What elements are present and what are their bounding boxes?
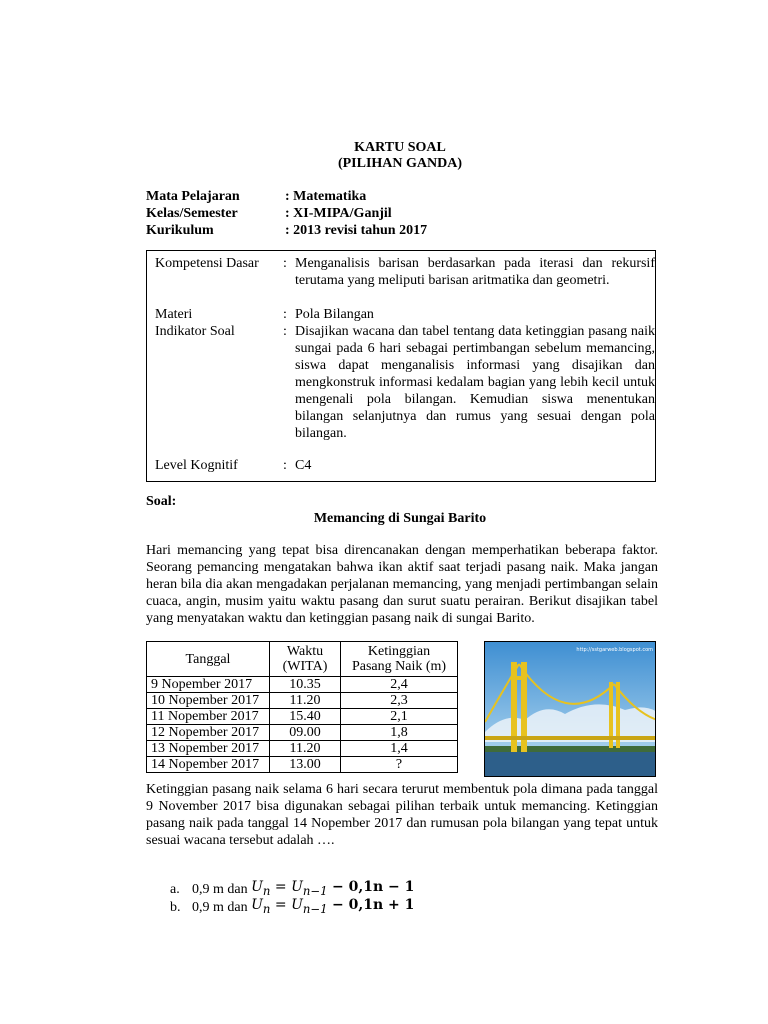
meta-value: : XI-MIPA/Ganjil	[285, 206, 392, 221]
info-colon: :	[283, 256, 287, 271]
cell-tinggi: ?	[341, 757, 458, 773]
cell-waktu: 11.20	[270, 693, 341, 709]
meta-value: : Matematika	[285, 189, 367, 204]
header-tinggi-line2: Pasang Naik (m)	[351, 659, 447, 674]
page-title: KARTU SOAL	[354, 140, 446, 155]
meta-row-kelas	[146, 205, 427, 222]
option-a[interactable]	[170, 880, 414, 898]
answer-options	[170, 880, 414, 916]
paragraph-intro: Hari memancing yang tepat bisa direncanakan dengan memperhatikan beberapa faktor. Seorang pemancing mengatakan bahwa ikan aktif saat terjadi pasang naik. Maka jangan heran bila dia akan mengadakan perjalanan memancing, yang menjadi pertimbangan selain cuaca, angin, musim yaitu waktu pasang dan surut suatu perairan. Berikut disajikan tabel yang menyatakan waktu dan ketinggian pasang naik di sungai Barito.	[146, 543, 658, 626]
soal-title: Memancing di Sungai Barito	[313, 511, 487, 526]
cell-tinggi: 2,3	[341, 693, 458, 709]
table-header-row	[147, 642, 458, 677]
cell-tanggal: 12 Nopember 2017	[147, 725, 270, 741]
info-label: Indikator Soal	[155, 324, 235, 339]
table-row	[147, 709, 458, 725]
info-row-kompetensi	[155, 255, 655, 289]
meta-block	[146, 188, 427, 239]
photo-watermark: http://sstgarweb.blogspot.com	[576, 647, 653, 653]
tide-table	[146, 641, 458, 773]
option-formula: $U_n = U_{n-1} - 0,1n + 1$	[251, 896, 415, 916]
option-letter: b.	[170, 899, 181, 915]
option-formula-tail: − 0,1n + 1	[332, 896, 415, 913]
info-value: Disajikan wacana dan tabel tentang data ketinggian pasang naik sungai pada 6 hari sebagai pertimbangan sebelum memancing, siswa dapat menganalisis informasi yang disajikan dan mengkonstruk informasi kedalam bagian yang lebih kecil untuk mengenali pola bilangan. Kemudian siswa menentukan bilangan selanjutnya dan rumus yang sesuai dengan pola bilangan.	[295, 324, 655, 441]
page-subtitle: (PILIHAN GANDA)	[337, 156, 463, 171]
table-row	[147, 693, 458, 709]
option-prefix: 0,9 m dan	[192, 881, 248, 897]
info-label: Materi	[155, 307, 193, 322]
option-formula-tail: − 0,1n − 1	[332, 878, 415, 895]
bridge-deck	[485, 736, 656, 740]
meta-label: Kurikulum	[146, 223, 214, 238]
meta-row-kurikulum	[146, 222, 427, 239]
cell-tinggi: 1,4	[341, 741, 458, 757]
info-label: Kompetensi Dasar	[155, 256, 259, 271]
cell-waktu: 15.40	[270, 709, 341, 725]
cell-tinggi: 2,4	[341, 677, 458, 693]
cell-tanggal: 11 Nopember 2017	[147, 709, 270, 725]
table-row	[147, 741, 458, 757]
option-prefix: 0,9 m dan	[192, 899, 248, 915]
meta-label: Kelas/Semester	[146, 206, 238, 221]
info-row-materi	[155, 306, 655, 323]
header-waktu-line2: (WITA)	[282, 659, 328, 674]
tower-beam	[511, 676, 527, 680]
table-row	[147, 757, 458, 773]
header-tinggi	[341, 642, 458, 677]
table-row	[147, 725, 458, 741]
info-colon: :	[283, 324, 287, 339]
option-b[interactable]	[170, 898, 414, 916]
meta-value: : 2013 revisi tahun 2017	[285, 223, 428, 238]
info-colon: :	[283, 307, 287, 322]
header-tinggi-line1: Ketinggian	[367, 644, 431, 659]
bridge-illustration	[485, 642, 656, 777]
cell-waktu: 11.20	[270, 741, 341, 757]
cell-waktu: 09.00	[270, 725, 341, 741]
info-value: Pola Bilangan	[295, 307, 374, 322]
info-label: Level Kognitif	[155, 458, 238, 473]
info-row-indikator	[155, 323, 655, 442]
meta-row-mapel	[146, 188, 427, 205]
info-value: Menganalisis barisan berdasarkan pada iterasi dan rekursif terutama yang meliputi barisan aritmatika dan geometri.	[295, 256, 655, 288]
meta-label: Mata Pelajaran	[146, 189, 240, 204]
info-colon: :	[283, 458, 287, 473]
soal-label: Soal:	[146, 494, 177, 509]
cell-waktu: 13.00	[270, 757, 341, 773]
info-box	[146, 250, 656, 482]
cell-waktu: 10.35	[270, 677, 341, 693]
water	[485, 750, 656, 777]
header-waktu	[270, 642, 341, 677]
cell-tanggal: 13 Nopember 2017	[147, 741, 270, 757]
paragraph-question: Ketinggian pasang naik selama 6 hari secara terurut membentuk pola dimana pada tanggal 9 November 2017 bisa digunakan sebagai pilihan terbaik untuk memancing. Ketinggian pasang naik pada tanggal 14 Nopember 2017 dan rumusan pola bilangan yang tepat untuk sesuai wacana tersebut adalah ….	[146, 782, 658, 848]
info-value: C4	[295, 458, 312, 473]
table-row	[147, 677, 458, 693]
header-waktu-line1: Waktu	[286, 644, 324, 659]
cell-tinggi: 1,8	[341, 725, 458, 741]
cell-tanggal: 9 Nopember 2017	[147, 677, 270, 693]
cell-tanggal: 14 Nopember 2017	[147, 757, 270, 773]
cell-tanggal: 10 Nopember 2017	[147, 693, 270, 709]
option-letter: a.	[170, 881, 180, 897]
bridge-photo	[484, 641, 656, 777]
info-row-level	[155, 457, 655, 474]
option-formula: $U_n = U_{n-1} - 0,1n - 1$	[251, 878, 415, 898]
treeline	[485, 746, 656, 752]
cell-tinggi: 2,1	[341, 709, 458, 725]
header-tanggal: Tanggal	[147, 642, 270, 677]
